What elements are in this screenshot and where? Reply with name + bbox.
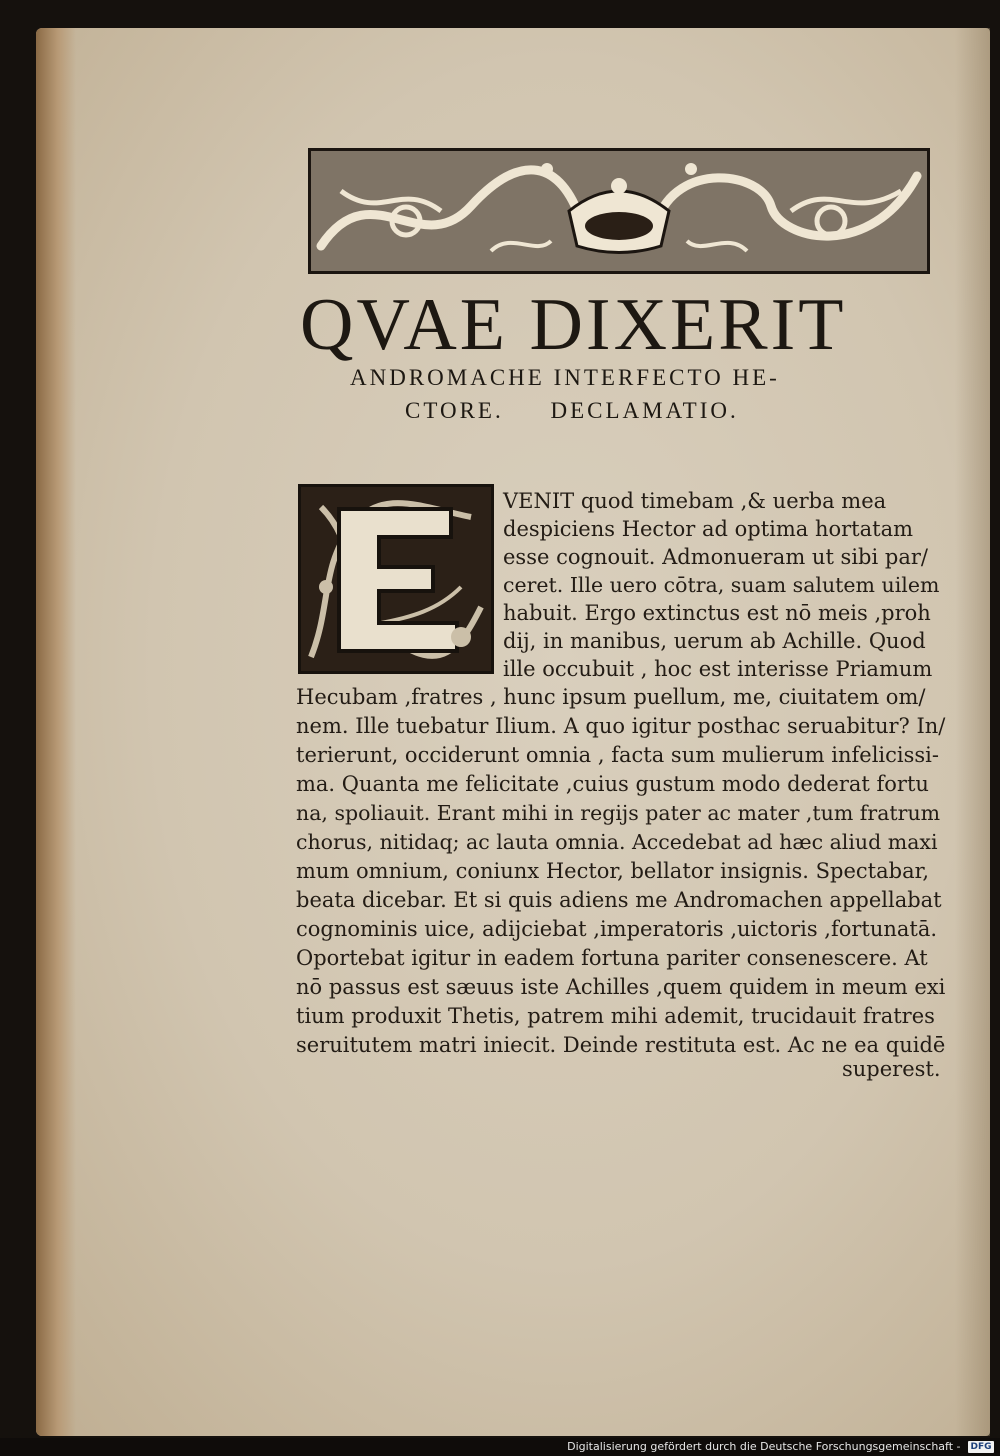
text-line-19: tium produxit Thetis, patrem mihi ademit, trucidauit fratres	[296, 1004, 935, 1028]
page-edge-shadow	[955, 28, 990, 1436]
text-line-12: na, spoliauit. Erant mihi in regijs pater ac mater ,tum fratrum	[296, 801, 941, 825]
text-line-6: dij, in manibus, uerum ab Achille. Quod	[503, 629, 926, 653]
footer-credit: Digitalisierung gefördert durch die Deutsche Forschungsgemeinschaft -	[567, 1440, 961, 1453]
text-line-20: seruitutem matri iniecit. Deinde restituta est. Ac ne ea quidē	[296, 1033, 946, 1057]
text-line-14: mum omnium, coniunx Hector, bellator insignis. Spectabar,	[296, 859, 930, 883]
text-line-2: despiciens Hector ad optima hortatam	[503, 517, 914, 541]
text-line-7: ille occubuit , hoc est interisse Priamum	[503, 657, 933, 681]
text-line-13: chorus, nitidaq; ac lauta omnia. Accedebat ad hæc aliud maxi	[296, 830, 938, 854]
page-title: QVAE DIXERIT	[300, 284, 847, 366]
page-spine-shadow	[36, 28, 76, 1436]
text-line-1: VENIT quod timebam ,& uerba mea	[503, 489, 887, 513]
text-line-17: Oportebat igitur in eadem fortuna pariter consenescere. At	[296, 946, 928, 970]
subtitle-line-2: CTORE. DECLAMATIO.	[405, 398, 739, 423]
text-line-4: ceret. Ille uero cōtra, suam salutem uilem	[503, 573, 940, 597]
subtitle-line-1: ANDROMACHE INTERFECTO HE-	[350, 365, 780, 390]
text-line-9: nem. Ille tuebatur Ilium. A quo igitur posthac seruabitur? In/	[296, 714, 946, 738]
catchword: superest.	[842, 1057, 941, 1081]
text-line-10: terierunt, occiderunt omnia , facta sum mulierum infelicissi-	[296, 743, 939, 767]
digitization-footer	[0, 1438, 1000, 1456]
text-line-3: esse cognouit. Admonueram ut sibi par/	[503, 545, 928, 569]
woodcut-ornament-icon	[308, 148, 930, 274]
text-line-15: beata dicebar. Et si quis adiens me Andromachen appellabat	[296, 888, 942, 912]
text-line-11: ma. Quanta me felicitate ,cuius gustum modo dederat fortu	[296, 772, 929, 796]
dfg-logo-icon[interactable]: DFG	[968, 1441, 994, 1453]
decorated-initial-icon	[298, 484, 494, 674]
text-line-16: cognominis uice, adijciebat ,imperatoris ,uictoris ,fortunatā.	[296, 917, 938, 941]
text-line-5: habuit. Ergo extinctus est nō meis ,proh	[503, 601, 931, 625]
text-line-18: nō passus est sæuus iste Achilles ,quem quidem in meum exi	[296, 975, 946, 999]
text-line-8: Hecubam ,fratres , hunc ipsum puellum, me, ciuitatem om/	[296, 685, 926, 709]
